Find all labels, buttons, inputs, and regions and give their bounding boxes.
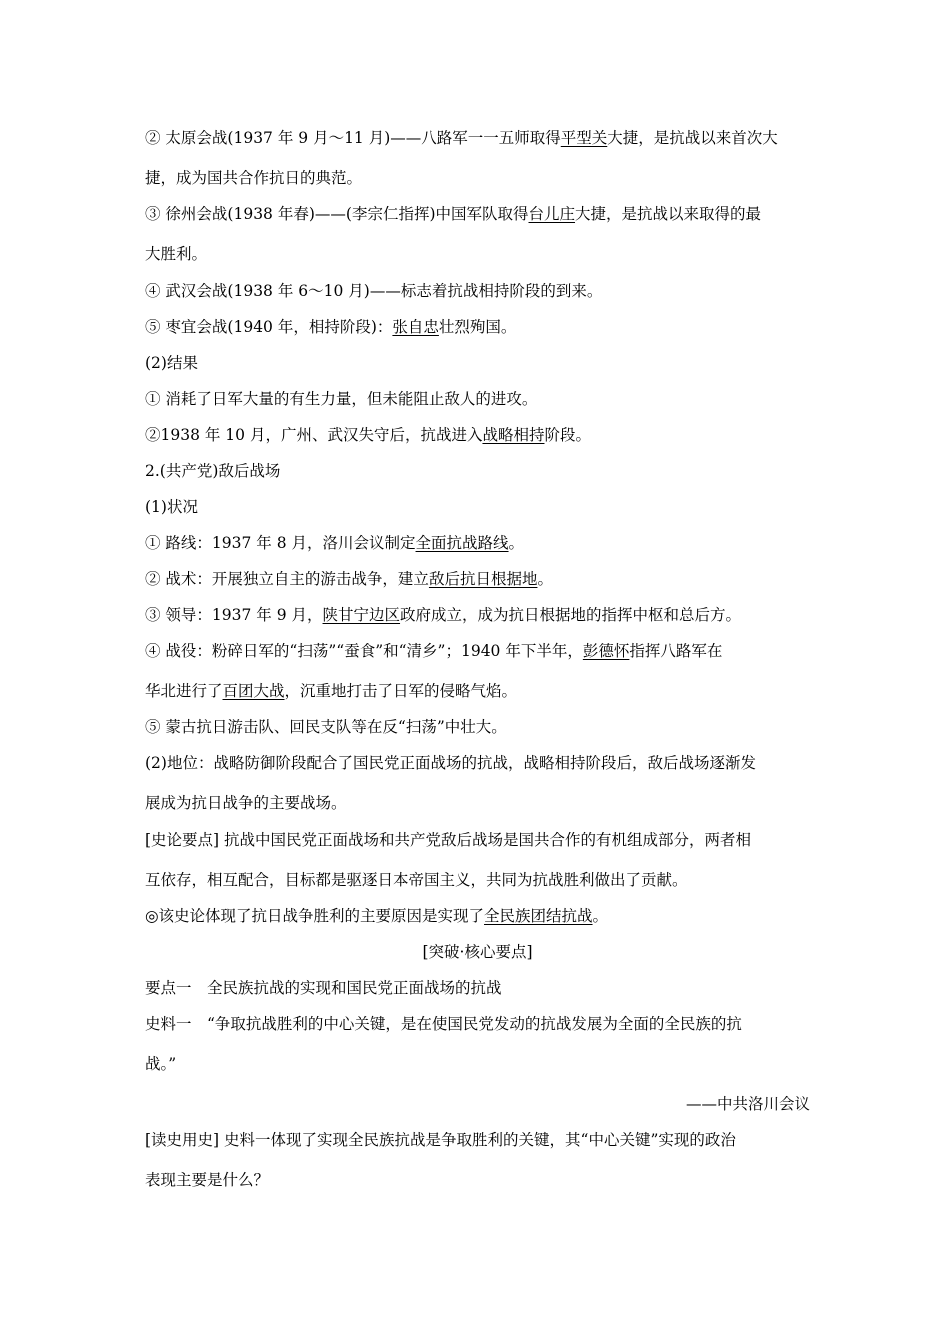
text-line xyxy=(145,906,810,926)
text-segment: ④ 战役：粉碎日军的“扫荡”“蚕食”和“清乡”；1940 年下半年， xyxy=(145,642,583,660)
underlined-term: 平型关 xyxy=(560,129,608,147)
text-line xyxy=(145,389,810,409)
text-segment: 政府成立，成为抗日根据地的指挥中枢和总后方。 xyxy=(400,606,742,624)
underlined-term: 彭德怀 xyxy=(582,642,630,660)
text-line xyxy=(145,1054,810,1074)
text-line xyxy=(145,533,810,553)
text-segment: 大捷，是抗战以来首次大 xyxy=(607,129,778,147)
underlined-term: 台儿庄 xyxy=(528,205,576,223)
text-line xyxy=(145,497,810,517)
text-line xyxy=(145,317,810,337)
text-line xyxy=(145,168,810,188)
underlined-term: 全面抗战路线 xyxy=(415,534,509,552)
text-line xyxy=(145,204,810,224)
underlined-term: 战略相持 xyxy=(482,426,545,444)
text-segment: ② 战术：开展独立自主的游击战争，建立 xyxy=(145,570,429,588)
text-line xyxy=(145,1130,810,1150)
text-segment: 大捷，是抗战以来取得的最 xyxy=(575,205,762,223)
text-line xyxy=(145,870,810,890)
underlined-term: 张自忠 xyxy=(392,318,439,336)
text-segment: ⑤ 枣宜会战(1940 年，相持阶段)： xyxy=(145,318,393,336)
text-segment: (2)地位：战略防御阶段配合了国民党正面战场的抗战，战略相持阶段后，敌后战场逐渐发 xyxy=(145,754,756,772)
text-line xyxy=(145,425,810,445)
text-line xyxy=(145,569,810,589)
text-segment: 华北进行了 xyxy=(145,682,223,700)
text-line xyxy=(145,244,810,264)
text-line xyxy=(145,978,810,998)
text-segment: ②1938 年 10 月，广州、武汉失守后，抗战进入 xyxy=(145,426,483,444)
text-segment: 指挥八路军在 xyxy=(629,642,723,660)
underlined-term: 陕甘宁边区 xyxy=(322,606,401,624)
text-line xyxy=(145,1014,810,1034)
text-line xyxy=(145,281,810,301)
text-segment: [突破·核心要点] xyxy=(422,943,533,961)
text-line xyxy=(145,681,810,701)
text-line xyxy=(145,605,810,625)
text-segment: 壮烈殉国。 xyxy=(438,318,517,336)
text-line xyxy=(145,353,810,373)
underlined-term: 全民族团结抗战 xyxy=(484,907,593,925)
text-segment: 战。” xyxy=(145,1055,177,1073)
text-segment: ⑤ 蒙古抗日游击队、回民支队等在反“扫荡”中壮大。 xyxy=(145,718,507,736)
text-segment: 大胜利。 xyxy=(145,245,208,263)
text-segment: ① 路线：1937 年 8 月，洛川会议制定 xyxy=(145,534,416,552)
text-segment: (2)结果 xyxy=(145,354,198,372)
text-segment: 史料一 “争取抗战胜利的中心关键，是在使国民党发动的抗战发展为全面的全民族的抗 xyxy=(145,1015,742,1033)
text-segment: 展成为抗日战争的主要战场。 xyxy=(145,794,347,812)
underlined-term: 敌后抗日根据地 xyxy=(428,570,538,588)
text-segment: 。 xyxy=(537,570,553,588)
text-line xyxy=(145,753,810,773)
text-line xyxy=(145,942,810,962)
text-segment: 2.(共产党)敌后战场 xyxy=(145,462,281,480)
text-segment: ② 太原会战(1937 年 9 月～11 月)——八路军一一五师取得 xyxy=(145,129,561,147)
text-segment: (1)状况 xyxy=(145,498,198,516)
text-segment: [读史用史] 史料一体现了实现全民族抗战是争取胜利的关键，其“中心关键”实现的政治 xyxy=(145,1131,736,1149)
text-line xyxy=(145,1094,810,1114)
text-segment: ◎该史论体现了抗日战争胜利的主要原因是实现了 xyxy=(145,907,485,925)
text-segment: 要点一 全民族抗战的实现和国民党正面战场的抗战 xyxy=(145,979,502,997)
text-line xyxy=(145,1170,810,1190)
text-segment: 互依存，相互配合，目标都是驱逐日本帝国主义，共同为抗战胜利做出了贡献。 xyxy=(145,871,688,889)
text-line xyxy=(145,830,810,850)
text-segment: ③ 徐州会战(1938 年春)——(李宗仁指挥)中国军队取得 xyxy=(145,205,529,223)
text-segment: 。 xyxy=(508,534,525,552)
text-segment: 。 xyxy=(592,907,609,925)
text-segment: ，沉重地打击了日军的侵略气焰。 xyxy=(284,682,518,700)
text-segment: 表现主要是什么？ xyxy=(145,1171,270,1189)
text-line xyxy=(145,793,810,813)
text-segment: ① 消耗了日军大量的有生力量，但未能阻止敌人的进攻。 xyxy=(145,390,538,408)
text-segment: [史论要点] 抗战中国民党正面战场和共产党敌后战场是国共合作的有机组成部分，两者相 xyxy=(145,831,752,849)
text-line xyxy=(145,717,810,737)
text-line xyxy=(145,461,810,481)
text-segment: ——中共洛川会议 xyxy=(685,1095,810,1113)
text-segment: 阶段。 xyxy=(544,426,591,444)
text-line xyxy=(145,128,810,148)
text-segment: ④ 武汉会战(1938 年 6～10 月)——标志着抗战相持阶段的到来。 xyxy=(145,282,603,300)
text-segment: 捷，成为国共合作抗日的典范。 xyxy=(145,169,363,187)
underlined-term: 百团大战 xyxy=(222,682,285,700)
text-line xyxy=(145,641,810,661)
text-segment: ③ 领导：1937 年 9 月， xyxy=(145,606,323,624)
